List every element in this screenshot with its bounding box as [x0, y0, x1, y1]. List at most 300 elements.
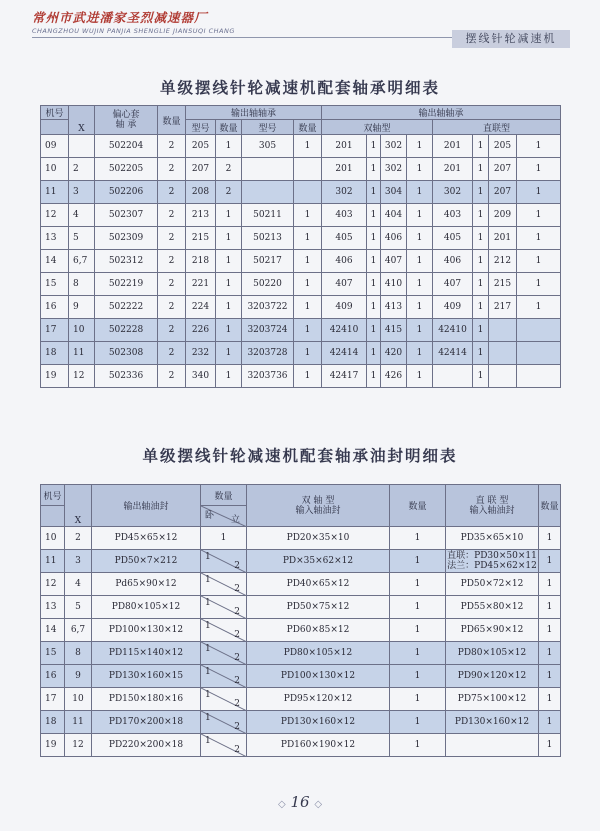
qty-vertical: 2 [234, 561, 240, 571]
table-cell: 1 [367, 204, 381, 227]
table-cell: 8 [65, 642, 92, 665]
table-cell: 1 [390, 619, 446, 642]
table-cell [69, 135, 95, 158]
table-cell: 42417 [322, 365, 367, 388]
company-name-english: CHANGZHOU WUJIN PANJIA SHENGLIE JIANSUQI CHANG [32, 27, 235, 35]
table-cell: 12 [41, 204, 69, 227]
table-cell: 50220 [242, 273, 294, 296]
table-row [41, 711, 561, 734]
table-cell: 1 [407, 296, 433, 319]
table-cell: 12 [41, 573, 65, 596]
table-cell: 2 [158, 273, 186, 296]
table-cell: 1 [294, 135, 322, 158]
table-row [41, 181, 561, 204]
table-cell: 405 [433, 227, 473, 250]
table-cell: 302 [433, 181, 473, 204]
table-cell: PD95×120×12 [247, 688, 390, 711]
bearing-table-title: 单级摆线针轮减速机配套轴承明细表 [159, 79, 440, 97]
table-cell: 14 [41, 619, 65, 642]
table-cell [517, 319, 561, 342]
table-cell: 1 [539, 711, 561, 734]
table-cell: 9 [69, 296, 95, 319]
col-input-bearing: 输出轴轴承 [322, 106, 561, 120]
qty-horizontal: 1 [205, 598, 211, 608]
table-cell: 3203728 [242, 342, 294, 365]
qty-horizontal: 1 [205, 736, 211, 746]
table-cell: 2 [65, 527, 92, 550]
table-cell: 1 [517, 273, 561, 296]
table-cell: 1 [367, 181, 381, 204]
table-cell [517, 342, 561, 365]
table-cell: 1 [473, 250, 489, 273]
table-cell: 3203736 [242, 365, 294, 388]
col-qty2: 数量 [216, 120, 242, 135]
table-cell: 1 [390, 550, 446, 573]
table-cell: 302 [381, 158, 407, 181]
table-row [41, 688, 561, 711]
col-seal-orientation [201, 506, 247, 527]
col-type: 型号 [242, 120, 294, 135]
table-cell: 1 [294, 365, 322, 388]
direct-seal-line1: PD90×120×12 [457, 671, 527, 681]
table-cell [446, 573, 539, 596]
qty-vertical: 2 [234, 722, 240, 732]
page-header [0, 0, 600, 56]
table-cell: 5 [65, 596, 92, 619]
col-seal-model-blank [41, 506, 65, 527]
table-cell: 1 [216, 296, 242, 319]
table-cell: 502307 [95, 204, 158, 227]
table-cell: 1 [517, 227, 561, 250]
table-cell: 1 [390, 642, 446, 665]
qty-vertical: 2 [234, 630, 240, 640]
direct-seal-line1: PD35×65×10 [460, 533, 524, 543]
table-cell: 1 [473, 135, 489, 158]
table-cell: 18 [41, 342, 69, 365]
table-cell: 1 [216, 250, 242, 273]
table-cell [446, 665, 539, 688]
table-cell: 1 [294, 273, 322, 296]
col-direct-seal: 直 联 型 输入轴油封 [446, 485, 539, 527]
table-cell: 12 [69, 365, 95, 388]
table-cell: 3 [65, 550, 92, 573]
col-direct-type: 直联型 [433, 120, 561, 135]
orientation-qty-cell [201, 596, 247, 619]
qty-vertical: 2 [234, 584, 240, 594]
table-cell: 217 [489, 296, 517, 319]
table-cell: 14 [41, 250, 69, 273]
table-row [41, 734, 561, 757]
table-row [41, 642, 561, 665]
col-output-seal: 输出轴油封 [92, 485, 201, 527]
company-name: 常州市武进潘家圣烈减速器厂 [32, 10, 208, 25]
table-cell: 502204 [95, 135, 158, 158]
table-cell: PD×35×62×12 [247, 550, 390, 573]
table-cell: 50217 [242, 250, 294, 273]
table-cell [446, 527, 539, 550]
table-cell: 1 [517, 135, 561, 158]
table-cell: 1 [216, 135, 242, 158]
table-cell: 1 [517, 181, 561, 204]
col-seal-x: X [65, 485, 92, 527]
table-cell: 1 [539, 573, 561, 596]
table-cell: 10 [41, 527, 65, 550]
table-cell: 212 [489, 250, 517, 273]
table-cell: 1 [201, 527, 247, 550]
table-row [41, 204, 561, 227]
table-cell: PD60×85×12 [247, 619, 390, 642]
table-cell: 13 [41, 227, 69, 250]
table-cell: 502228 [95, 319, 158, 342]
table-cell: 2 [158, 135, 186, 158]
table-cell: 2 [158, 204, 186, 227]
table-cell: 201 [433, 158, 473, 181]
qty-horizontal: 1 [205, 621, 211, 631]
qty-horizontal: 1 [205, 667, 211, 677]
table-cell: 205 [489, 135, 517, 158]
table-cell: 3203724 [242, 319, 294, 342]
table-cell: 1 [294, 227, 322, 250]
col-model-no: 型号 [186, 120, 216, 135]
table-cell: 9 [65, 665, 92, 688]
table-cell: 1 [407, 158, 433, 181]
col-seal-qty2: 数量 [390, 485, 446, 527]
table-cell: 8 [69, 273, 95, 296]
table-cell [242, 158, 294, 181]
orientation-vertical: 立 [230, 515, 240, 525]
table-row [41, 573, 561, 596]
table-cell: 16 [41, 665, 65, 688]
table-cell: 1 [216, 365, 242, 388]
table-cell: 10 [65, 688, 92, 711]
table-cell: 1 [407, 204, 433, 227]
table-cell: 1 [294, 319, 322, 342]
table-cell: 1 [539, 550, 561, 573]
table-cell: 407 [433, 273, 473, 296]
table-cell: 11 [41, 181, 69, 204]
table-cell: 15 [41, 273, 69, 296]
table-cell [446, 619, 539, 642]
table-cell: 1 [407, 181, 433, 204]
table-cell: 42410 [433, 319, 473, 342]
table-row [41, 135, 561, 158]
table-cell: 201 [433, 135, 473, 158]
table-row [41, 596, 561, 619]
qty-horizontal: 1 [205, 575, 211, 585]
direct-seal-line1: PD80×105×12 [457, 648, 527, 658]
table-cell: 2 [158, 227, 186, 250]
table-cell: 1 [473, 181, 489, 204]
table-cell: 226 [186, 319, 216, 342]
table-cell: 213 [186, 204, 216, 227]
seal-table [40, 484, 561, 757]
orientation-qty-cell [201, 688, 247, 711]
direct-seal-line1: PD55×80×12 [460, 602, 524, 612]
table-cell: 18 [41, 711, 65, 734]
qty-horizontal: 1 [205, 552, 211, 562]
table-cell [517, 365, 561, 388]
table-cell: 413 [381, 296, 407, 319]
table-cell: 1 [407, 365, 433, 388]
table-cell: PD150×180×16 [92, 688, 201, 711]
table-cell: PD100×130×12 [247, 665, 390, 688]
table-cell: 218 [186, 250, 216, 273]
table-cell: 2 [158, 296, 186, 319]
table-cell: PD80×105×12 [92, 596, 201, 619]
table-cell: 1 [539, 665, 561, 688]
table-cell: 1 [294, 204, 322, 227]
table-cell: 50211 [242, 204, 294, 227]
table-row [41, 273, 561, 296]
orientation-qty-cell [201, 734, 247, 757]
table-cell: 1 [539, 688, 561, 711]
direct-seal-line1: PD130×160×12 [454, 717, 530, 727]
col-model: 机号 [41, 106, 69, 120]
table-cell: 1 [407, 273, 433, 296]
table-cell: 2 [158, 181, 186, 204]
table-cell: PD130×160×15 [92, 665, 201, 688]
table-cell: PD45×65×12 [92, 527, 201, 550]
table-cell: 406 [322, 250, 367, 273]
table-cell: 502312 [95, 250, 158, 273]
table-cell: 1 [367, 250, 381, 273]
table-cell: 1 [517, 296, 561, 319]
table-cell: 1 [367, 342, 381, 365]
col-x: X [69, 106, 95, 135]
col-seal-qty3: 数量 [539, 485, 561, 527]
table-row [41, 342, 561, 365]
table-cell: PD115×140×12 [92, 642, 201, 665]
table-cell: 4 [69, 204, 95, 227]
table-cell: 42410 [322, 319, 367, 342]
col-double-seal: 双 轴 型 输入轴油封 [247, 485, 390, 527]
table-cell: 1 [216, 342, 242, 365]
table-cell: 2 [158, 250, 186, 273]
table-cell: 13 [41, 596, 65, 619]
table-cell: 426 [381, 365, 407, 388]
table-cell: 201 [322, 135, 367, 158]
table-cell: 1 [390, 527, 446, 550]
table-row [41, 665, 561, 688]
table-cell: 205 [186, 135, 216, 158]
table-cell: 6,7 [65, 619, 92, 642]
orientation-qty-cell [201, 665, 247, 688]
table-cell: 201 [322, 158, 367, 181]
orientation-qty-cell [201, 711, 247, 734]
table-cell: PD50×75×12 [247, 596, 390, 619]
table-cell: 2 [158, 158, 186, 181]
table-row [41, 227, 561, 250]
orientation-qty-cell [201, 550, 247, 573]
table-cell: 1 [407, 250, 433, 273]
table-cell: 19 [41, 734, 65, 757]
table-cell: 1 [539, 734, 561, 757]
table-row [41, 550, 561, 573]
direct-seal-line1: PD50×72×12 [460, 579, 524, 589]
orientation-qty-cell [201, 619, 247, 642]
table-cell: 502219 [95, 273, 158, 296]
table-cell: 1 [473, 319, 489, 342]
table-cell: 1 [473, 273, 489, 296]
direct-seal-line2: 法兰：PD45×62×12 [447, 561, 537, 571]
col-eccentric: 偏心套 轴 承 [95, 106, 158, 135]
header-rule [32, 37, 452, 38]
table-cell: 4 [65, 573, 92, 596]
table-cell [446, 596, 539, 619]
table-cell: 12 [65, 734, 92, 757]
table-cell: 207 [489, 181, 517, 204]
table-cell: 1 [390, 596, 446, 619]
table-cell: 42414 [322, 342, 367, 365]
table-cell: PD40×65×12 [247, 573, 390, 596]
table-cell: 10 [69, 319, 95, 342]
table-cell: 1 [216, 319, 242, 342]
table-cell: 1 [367, 135, 381, 158]
table-row [41, 158, 561, 181]
table-cell: 305 [242, 135, 294, 158]
table-cell: 403 [322, 204, 367, 227]
table-cell: 502309 [95, 227, 158, 250]
table-cell: 1 [216, 273, 242, 296]
table-cell: 407 [322, 273, 367, 296]
table-cell: 19 [41, 365, 69, 388]
table-cell: PD20×35×10 [247, 527, 390, 550]
table-cell: 409 [322, 296, 367, 319]
table-cell: 11 [69, 342, 95, 365]
table-cell: 502308 [95, 342, 158, 365]
table-cell: PD220×200×18 [92, 734, 201, 757]
table-cell [489, 319, 517, 342]
table-cell: 6,7 [69, 250, 95, 273]
table-cell: 17 [41, 688, 65, 711]
table-cell: 1 [539, 619, 561, 642]
table-cell: 409 [433, 296, 473, 319]
table-row [41, 250, 561, 273]
table-cell: 1 [407, 227, 433, 250]
orientation-horizontal: 卧 [205, 511, 215, 521]
table-row [41, 527, 561, 550]
table-cell: 1 [390, 688, 446, 711]
table-cell [294, 158, 322, 181]
table-row [41, 296, 561, 319]
table-cell: 415 [381, 319, 407, 342]
table-cell: 502336 [95, 365, 158, 388]
col-qty: 数量 [158, 106, 186, 135]
direct-seal-line1: PD75×100×12 [457, 694, 527, 704]
table-cell: 1 [517, 158, 561, 181]
table-cell: 403 [433, 204, 473, 227]
table-cell: 404 [381, 204, 407, 227]
qty-vertical: 2 [234, 745, 240, 755]
page-number: ◇ 16 ◇ [277, 793, 323, 811]
table-cell: 09 [41, 135, 69, 158]
table-cell: 10 [41, 158, 69, 181]
table-cell: 1 [390, 665, 446, 688]
orientation-qty-cell [201, 573, 247, 596]
table-row [41, 365, 561, 388]
table-cell [446, 688, 539, 711]
table-cell: 1 [517, 250, 561, 273]
table-cell: 1 [390, 734, 446, 757]
table-cell: 1 [473, 296, 489, 319]
table-cell: 2 [216, 158, 242, 181]
table-cell: PD170×200×18 [92, 711, 201, 734]
table-cell: 1 [473, 227, 489, 250]
bearing-table [40, 105, 561, 388]
table-cell: 340 [186, 365, 216, 388]
table-cell: 2 [158, 342, 186, 365]
table-cell: 3 [69, 181, 95, 204]
table-cell: 1 [539, 527, 561, 550]
table-cell: 1 [216, 204, 242, 227]
table-cell: 215 [489, 273, 517, 296]
table-cell: 5 [69, 227, 95, 250]
table-cell: 221 [186, 273, 216, 296]
table-cell: 1 [407, 319, 433, 342]
table-cell: 16 [41, 296, 69, 319]
table-cell: 1 [473, 365, 489, 388]
section-tag: 摆线针轮减速机 [452, 30, 570, 48]
table-cell: 2 [158, 365, 186, 388]
table-cell: PD100×130×12 [92, 619, 201, 642]
table-cell: 1 [294, 342, 322, 365]
table-cell: 3203722 [242, 296, 294, 319]
table-cell [446, 642, 539, 665]
table-cell [446, 711, 539, 734]
qty-horizontal: 1 [205, 690, 211, 700]
table-cell: 1 [407, 135, 433, 158]
table-cell: 224 [186, 296, 216, 319]
col-output-bearing: 输出轴轴承 [186, 106, 322, 120]
table-cell: 302 [381, 135, 407, 158]
qty-vertical: 2 [234, 699, 240, 709]
table-cell [489, 365, 517, 388]
table-cell: 1 [367, 319, 381, 342]
table-cell [489, 342, 517, 365]
table-cell: 1 [539, 596, 561, 619]
table-cell: PD130×160×12 [247, 711, 390, 734]
seal-table-title: 单级摆线针轮减速机配套轴承油封明细表 [142, 447, 458, 465]
table-cell: 11 [41, 550, 65, 573]
table-cell: 1 [294, 250, 322, 273]
table-cell: 42414 [433, 342, 473, 365]
table-cell: 207 [186, 158, 216, 181]
table-cell [242, 181, 294, 204]
col-qty3: 数量 [294, 120, 322, 135]
table-cell: 1 [473, 204, 489, 227]
table-row [41, 619, 561, 642]
table-cell: 406 [381, 227, 407, 250]
table-cell: 1 [294, 296, 322, 319]
table-cell: 1 [367, 227, 381, 250]
table-cell: PD80×105×12 [247, 642, 390, 665]
table-cell: 304 [381, 181, 407, 204]
table-cell: 1 [407, 342, 433, 365]
table-cell: 1 [367, 158, 381, 181]
table-cell: 50213 [242, 227, 294, 250]
qty-vertical: 2 [234, 607, 240, 617]
col-model-blank [41, 120, 69, 135]
col-double-shaft: 双轴型 [322, 120, 433, 135]
table-cell [433, 365, 473, 388]
table-cell: 1 [390, 573, 446, 596]
table-cell: 15 [41, 642, 65, 665]
table-cell: 215 [186, 227, 216, 250]
qty-vertical: 2 [234, 653, 240, 663]
table-cell: 1 [517, 204, 561, 227]
table-cell: 1 [473, 342, 489, 365]
direct-seal-line1: PD65×90×12 [460, 625, 524, 635]
